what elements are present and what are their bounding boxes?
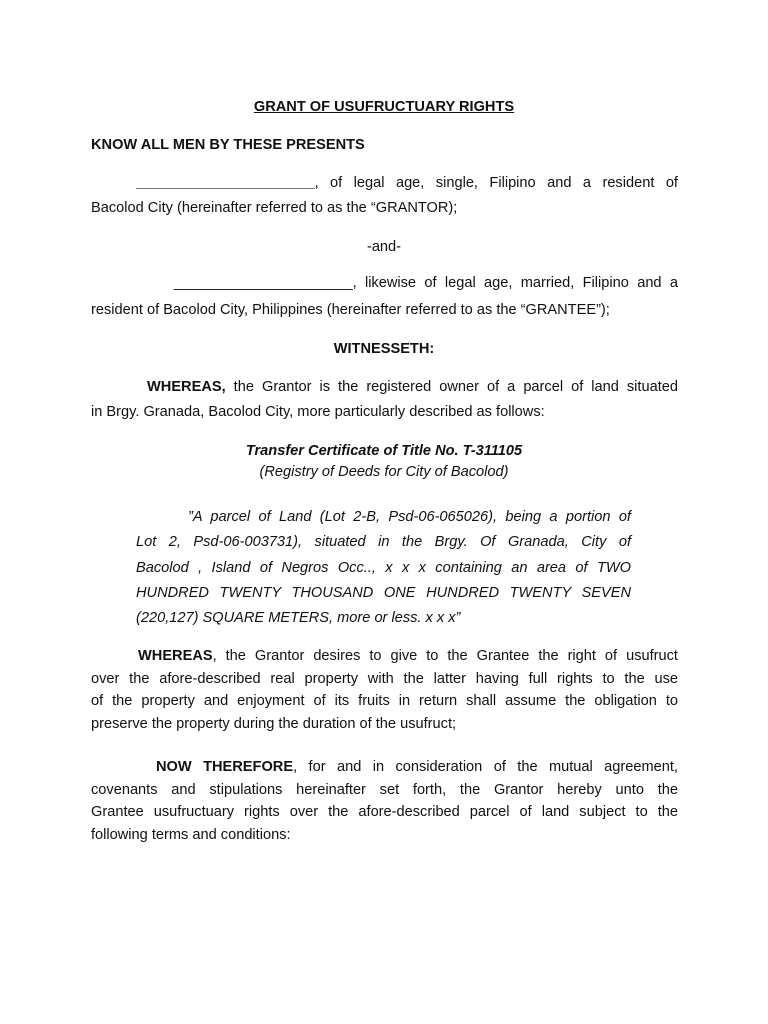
whereas2-line: over the afore-described real property with the latter having full rights to the use — [91, 670, 678, 687]
description-line: ”A parcel of Land (Lot 2-B, Psd-06-065026), being a portion of — [188, 509, 631, 525]
description-line: (220,127) SQUARE METERS, more or less. x x x” — [136, 610, 461, 627]
description-line: HUNDRED TWENTY THOUSAND ONE HUNDRED TWENTY SEVEN — [136, 584, 631, 601]
and-separator: -and- — [366, 239, 402, 255]
now-therefore-paragraph — [91, 756, 678, 846]
whereas2-line: preserve the property during the duration of the usufruct; — [91, 715, 457, 732]
whereas-paragraph-1 — [91, 375, 678, 425]
opening-clause: KNOW ALL MEN BY THESE PRESENTS — [91, 137, 365, 153]
now-therefore-lead: NOW THEREFORE — [156, 759, 294, 775]
tct-registry: (Registry of Deeds for City of Bacolod) — [259, 464, 509, 480]
whereas2-line: of the property and enjoyment of its fruits in return shall assume the obligation to — [91, 693, 678, 709]
now-therefore-line-1 — [91, 756, 678, 779]
whereas1-line-2: in Brgy. Granada, Bacolod City, more particularly described as follows: — [91, 404, 545, 420]
whereas2-line-1 — [91, 645, 678, 668]
tct-title: Transfer Certificate of Title No. T-311105 — [245, 443, 523, 459]
grantee-line-1 — [91, 270, 678, 297]
land-description-quote — [136, 505, 631, 631]
grantor-line-1 — [91, 171, 678, 196]
whereas1-line-1 — [91, 375, 678, 400]
grantor-name-blank: ______________________ — [136, 175, 315, 191]
now-therefore-line-1-text: , for and in consideration of the mutual agreement, — [293, 759, 678, 775]
grantee-paragraph — [91, 270, 678, 324]
whereas2-lead: WHEREAS — [138, 648, 213, 664]
grantor-line-1-text: , of legal age, single, Filipino and a resident of — [314, 175, 678, 191]
grantee-name-blank: ______________________ — [174, 275, 353, 291]
whereas2-line-1-text: , the Grantor desires to give to the Grantee the right of usufruct — [212, 648, 678, 664]
now-therefore-line: Grantee usufructuary rights over the afore-described parcel of land subject to the — [91, 804, 678, 820]
whereas1-lead: WHEREAS, — [147, 379, 226, 395]
description-line: Bacolod , Island of Negros Occ.., x x x containing an area of TWO — [136, 559, 631, 576]
description-line: Lot 2, Psd-06-003731), situated in the Brgy. Of Granada, City of — [136, 534, 631, 551]
whereas-paragraph-2 — [91, 645, 678, 735]
witnesseth-heading: WITNESSETH: — [333, 341, 435, 357]
now-therefore-line: following terms and conditions: — [91, 826, 291, 843]
grantor-line-2: Bacolod City (hereinafter referred to as the “GRANTOR); — [91, 200, 458, 216]
grantee-line-1-text: , likewise of legal age, married, Filipino and a — [352, 275, 678, 291]
whereas1-line-1-text: the Grantor is the registered owner of a parcel of land situated — [225, 379, 678, 395]
grantee-line-2: resident of Bacolod City, Philippines (hereinafter referred to as the “GRANTEE”); — [91, 302, 610, 318]
grantor-paragraph — [91, 171, 678, 221]
document-title: GRANT OF USUFRUCTUARY RIGHTS — [253, 99, 515, 115]
now-therefore-line: covenants and stipulations hereinafter set forth, the Grantor hereby unto the — [91, 781, 678, 798]
